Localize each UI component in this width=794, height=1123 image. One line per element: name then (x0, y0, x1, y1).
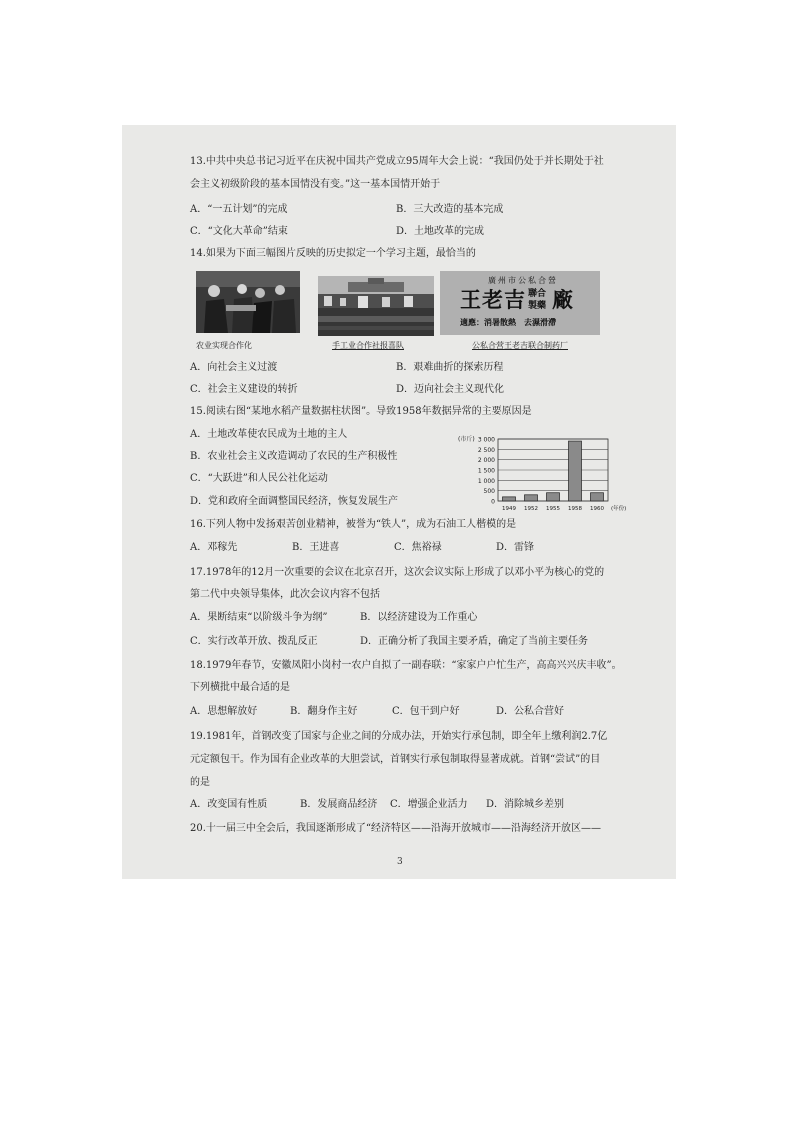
q16-stem: 16.下列人物中发扬艰苦创业精神，被誉为“铁人”，成为石油工人楷模的是 (190, 519, 517, 530)
q16-option-d: D．雷锋 (496, 542, 535, 553)
chart-xtick-label: 1952 (524, 506, 538, 512)
q17-stem-line2: 第二代中央领导集体，此次会议内容不包括 (190, 589, 380, 600)
q19-stem-line1: 19.1981年，首钢改变了国家与企业之间的分成办法，开始实行承包制，即全年上缴利润2.7亿 (190, 731, 608, 742)
chart-xlabel: (年份) (611, 506, 627, 512)
sign-factory: 廠 (552, 287, 573, 312)
q16-option-a: A．邓稼先 (190, 542, 238, 553)
q18-option-d: D．公私合营好 (496, 706, 565, 717)
q15-option-a: A．土地改革使农民成为土地的主人 (190, 429, 348, 440)
page-number: 3 (397, 857, 403, 867)
chart-ytick-label: 2 500 (477, 446, 495, 454)
chart-ylabel: (市斤) (458, 436, 475, 443)
chart-xtick-label: 1960 (590, 506, 604, 512)
photo-handicraft-cooperative (318, 276, 434, 336)
caption-handicraft-cooperative: 手工业合作社报喜队 (332, 341, 404, 350)
q13-stem-line2: 会主义初级阶段的基本国情没有变。”这一基本国情开始于 (190, 179, 441, 190)
q19-stem-line3: 的是 (190, 777, 210, 788)
exam-page (122, 125, 676, 879)
chart-bar-1955 (547, 493, 560, 501)
chart-ytick-label: 3 000 (477, 436, 495, 444)
q16-option-b: B．王进喜 (292, 542, 340, 553)
q14-option-d: D．迈向社会主义现代化 (396, 384, 505, 395)
chart-xtick-label: 1955 (546, 506, 560, 512)
sign-top-text: 廣州市公私合營 (488, 276, 558, 285)
q14-stem: 14.如果为下面三幅图片反映的历史拟定一个学习主题，最恰当的 (190, 248, 476, 259)
q14-option-b: B．艰难曲折的探索历程 (396, 362, 504, 373)
q19-option-d: D．消除城乡差别 (486, 799, 565, 810)
q14-option-a: A．向社会主义过渡 (190, 362, 278, 373)
q19-stem-line2: 元定额包干。作为国有企业改革的大胆尝试，首钢实行承包制取得显著成就。首钢“尝试”的目 (190, 754, 601, 765)
chart-bar-1958 (569, 441, 582, 501)
chart-ytick-label: 2 000 (477, 457, 495, 465)
chart-ytick-label: 1 500 (477, 467, 495, 475)
q17-option-c: C．实行改革开放、拨乱反正 (190, 636, 318, 647)
q20-stem-line1: 20.十一届三中全会后，我国逐渐形成了“经济特区——沿海开放城市——沿海经济开放区—— (190, 823, 602, 834)
chart-bar-1960 (591, 493, 604, 501)
q18-option-b: B．翻身作主好 (290, 706, 358, 717)
sign-wanglaoji: 王老吉 (460, 287, 526, 312)
chart-ytick-label: 0 (491, 498, 495, 506)
q18-stem-line1: 18.1979年春节，安徽凤阳小岗村一农户自拟了一副春联：“家家户户忙生产，高高兴兴庆丰收”。 (190, 660, 622, 671)
q16-option-c: C．焦裕禄 (394, 542, 442, 553)
chart-bar-1949 (503, 497, 516, 501)
q17-option-b: B．以经济建设为工作重心 (360, 612, 478, 623)
caption-agricultural-cooperative: 农业实现合作化 (196, 341, 252, 350)
q13-option-a: A．“一五计划”的完成 (190, 204, 288, 215)
q13-option-b: B．三大改造的基本完成 (396, 204, 504, 215)
chart-ytick-label: 1 000 (477, 477, 495, 485)
q13-option-c: C．“文化大革命”结束 (190, 226, 288, 237)
q17-stem-line1: 17.1978年的12月一次重要的会议在北京召开，这次会议实际上形成了以邓小平为核心的党的 (190, 567, 605, 578)
photo-agricultural-cooperative (196, 271, 300, 333)
q19-option-b: B．发展商品经济 (300, 799, 378, 810)
q13-option-d: D．土地改革的完成 (396, 226, 485, 237)
q19-option-c: C．增强企业活力 (390, 799, 468, 810)
q17-option-d: D．正确分析了我国主要矛盾，确定了当前主要任务 (360, 636, 589, 647)
chart-bar-1952 (525, 495, 538, 501)
q19-option-a: A．改变国有性质 (190, 799, 268, 810)
sign-merge-1: 聯合 (528, 289, 547, 299)
q15-option-c: C．“大跃进”和人民公社化运动 (190, 473, 328, 484)
chart-xtick-label: 1958 (568, 506, 582, 512)
q13-stem-line1: 13.中共中央总书记习近平在庆祝中国共产党成立95周年大会上说：“我国仍处于并长期处于社 (190, 156, 604, 167)
sign-slogan: 適應：消暑散熱 去濕滑滯 (460, 317, 556, 327)
q17-option-a: A．果断结束“以阶级斗争为纲” (190, 612, 328, 623)
chart-ytick-label: 500 (483, 488, 495, 496)
q15-option-b: B．农业社会主义改造调动了农民的生产积极性 (190, 451, 398, 462)
sign-merge-2: 製藥 (528, 301, 547, 311)
q15-stem: 15.阅读右图“某地水稻产量数据柱状图”。导致1958年数据异常的主要原因是 (190, 406, 532, 417)
q18-option-a: A．思想解放好 (190, 706, 258, 717)
caption-wanglaoji-factory: 公私合营王老吉联合制药厂 (472, 341, 568, 350)
q18-option-c: C．包干到户好 (392, 706, 460, 717)
wanglaoji-factory-sign (440, 271, 600, 335)
q18-stem-line2: 下列横批中最合适的是 (190, 682, 290, 693)
rice-yield-chart (458, 433, 646, 517)
chart-xtick-label: 1949 (502, 506, 516, 512)
q14-option-c: C．社会主义建设的转折 (190, 384, 298, 395)
q15-option-d: D．党和政府全面调整国民经济，恢复发展生产 (190, 496, 399, 507)
